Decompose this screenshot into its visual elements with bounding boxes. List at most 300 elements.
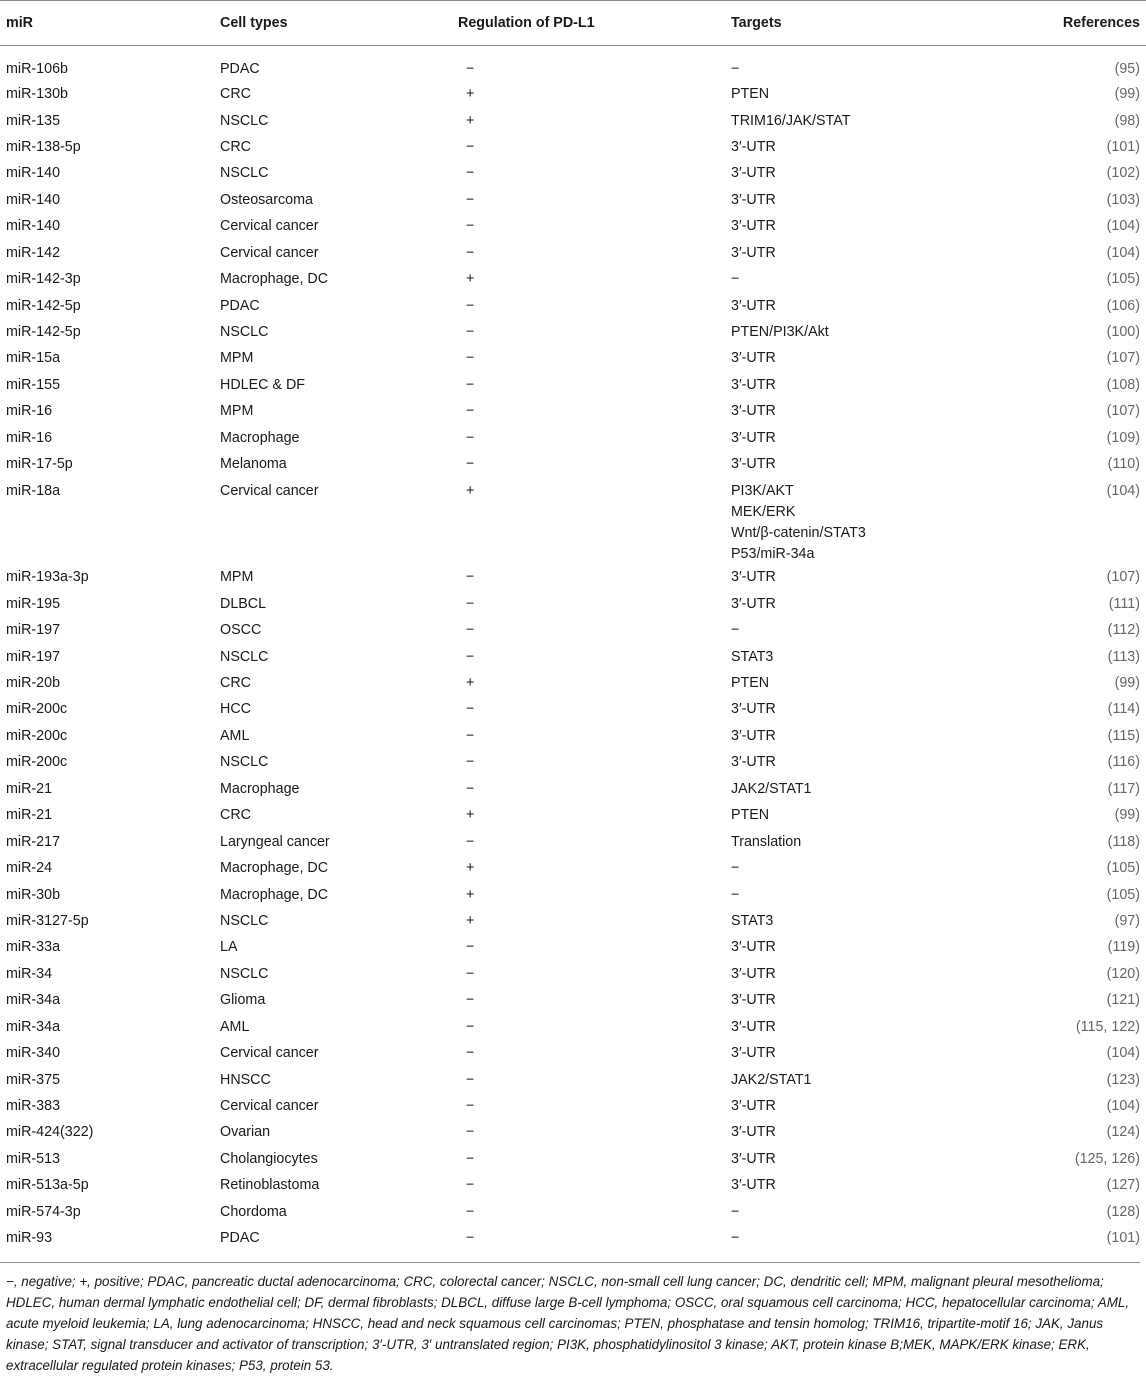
target-entry: 3′-UTR bbox=[731, 1098, 776, 1114]
header-cell-types: Cell types bbox=[220, 1, 458, 46]
cell-reference: (107) bbox=[1106, 569, 1140, 586]
cell-cell-type: AML bbox=[220, 1018, 250, 1035]
cell-reference: (97) bbox=[1114, 912, 1140, 929]
reference-link[interactable]: 116 bbox=[1112, 754, 1136, 771]
cell-mir: miR-375 bbox=[6, 1071, 61, 1088]
table-row bbox=[0, 267, 1146, 293]
reference-link[interactable]: 107 bbox=[1111, 403, 1136, 420]
cell-cell-type: Cervical cancer bbox=[220, 482, 319, 499]
cell-reference: (98) bbox=[1114, 112, 1140, 129]
cell-regulation: + bbox=[466, 886, 475, 903]
table-row bbox=[0, 591, 1146, 617]
header-references: References bbox=[1026, 1, 1146, 46]
target-entry: 3′-UTR bbox=[731, 218, 776, 235]
table-row bbox=[0, 670, 1146, 696]
cell-regulation: − bbox=[466, 1203, 475, 1220]
cell-targets bbox=[731, 961, 1026, 987]
cell-targets bbox=[731, 1093, 1026, 1119]
reference-link[interactable]: 105 bbox=[1111, 886, 1136, 903]
cell-cell-type: MPM bbox=[220, 569, 254, 586]
table-row bbox=[0, 293, 1146, 319]
reference-link[interactable]: 103 bbox=[1111, 191, 1136, 208]
cell-reference: (104) bbox=[1106, 1045, 1140, 1062]
cell-targets bbox=[731, 319, 1026, 345]
cell-regulation: + bbox=[466, 912, 475, 929]
target-entry: PI3K/AKT bbox=[731, 482, 794, 499]
cell-cell-type: Ovarian bbox=[220, 1124, 271, 1141]
reference-link[interactable]: 104 bbox=[1111, 482, 1136, 499]
cell-mir: miR-135 bbox=[6, 112, 61, 129]
cell-cell-type: Macrophage bbox=[220, 780, 300, 797]
cell-mir: miR-197 bbox=[6, 648, 61, 665]
table-row bbox=[0, 1041, 1146, 1067]
cell-targets bbox=[731, 346, 1026, 372]
cell-regulation: − bbox=[466, 939, 475, 956]
reference-link[interactable]: 102 bbox=[1111, 165, 1136, 182]
reference-link[interactable]: 104 bbox=[1111, 218, 1136, 235]
cell-mir: miR-106b bbox=[6, 61, 68, 77]
cell-cell-type: CRC bbox=[220, 138, 251, 155]
cell-reference: (125, 126) bbox=[1074, 1150, 1140, 1167]
cell-mir: miR-93 bbox=[6, 1230, 53, 1247]
table-row bbox=[0, 1199, 1146, 1225]
cell-mir: miR-142-3p bbox=[6, 271, 81, 288]
reference-link[interactable]: 120 bbox=[1111, 965, 1136, 982]
target-entry: 3′-UTR bbox=[731, 701, 776, 718]
cell-mir: miR-16 bbox=[6, 429, 53, 446]
reference-link[interactable]: 119 bbox=[1112, 939, 1136, 956]
target-entry: − bbox=[731, 271, 740, 288]
target-entry: 3′-UTR bbox=[731, 376, 776, 393]
reference-link[interactable]: 118 bbox=[1112, 833, 1136, 850]
target-entry: 3′-UTR bbox=[731, 1124, 776, 1141]
cell-regulation: − bbox=[466, 324, 475, 341]
cell-targets bbox=[731, 240, 1026, 266]
cell-regulation: − bbox=[466, 1045, 475, 1062]
cell-regulation: − bbox=[466, 648, 475, 665]
cell-regulation: + bbox=[466, 675, 475, 691]
cell-regulation: − bbox=[466, 992, 475, 1009]
reference-link[interactable]: 106 bbox=[1111, 297, 1136, 314]
reference-link[interactable]: 99 bbox=[1119, 807, 1136, 824]
cell-reference: (101) bbox=[1106, 138, 1140, 155]
table-row bbox=[0, 1226, 1146, 1256]
table-row bbox=[0, 161, 1146, 187]
cell-mir: miR-30b bbox=[6, 886, 61, 903]
cell-cell-type: NSCLC bbox=[220, 165, 269, 182]
cell-cell-type: Cervical cancer bbox=[220, 218, 319, 235]
cell-reference: (112) bbox=[1107, 622, 1140, 639]
cell-targets bbox=[731, 829, 1026, 855]
cell-regulation: − bbox=[466, 376, 475, 393]
cell-regulation: − bbox=[466, 1177, 475, 1194]
cell-reference: (100) bbox=[1106, 324, 1140, 341]
target-entry: 3′-UTR bbox=[731, 297, 776, 314]
cell-targets bbox=[731, 935, 1026, 961]
reference-link[interactable]: 117 bbox=[1112, 780, 1136, 797]
cell-cell-type: Retinoblastoma bbox=[220, 1177, 320, 1194]
cell-regulation: − bbox=[466, 965, 475, 982]
cell-reference: (101) bbox=[1106, 1230, 1140, 1247]
cell-reference: (115, 122) bbox=[1075, 1018, 1140, 1035]
cell-targets bbox=[731, 452, 1026, 478]
cell-targets bbox=[731, 644, 1026, 670]
reference-link[interactable]: 112 bbox=[1112, 622, 1136, 639]
cell-mir: miR-34 bbox=[6, 965, 53, 982]
table-row bbox=[0, 935, 1146, 961]
target-entry: TRIM16/JAK/STAT bbox=[731, 112, 851, 129]
cell-targets bbox=[731, 214, 1026, 240]
target-entry: − bbox=[731, 886, 740, 903]
cell-targets bbox=[731, 161, 1026, 187]
cell-regulation: − bbox=[466, 727, 475, 744]
cell-cell-type: Macrophage, DC bbox=[220, 886, 329, 903]
target-entry: 3′-UTR bbox=[731, 350, 776, 367]
table-row bbox=[0, 803, 1146, 829]
cell-reference: (116) bbox=[1107, 754, 1140, 771]
cell-reference: (105) bbox=[1106, 271, 1140, 288]
table-body bbox=[0, 46, 1146, 1256]
cell-targets bbox=[731, 882, 1026, 908]
cell-mir: miR-197 bbox=[6, 622, 61, 639]
header-row bbox=[0, 1, 1146, 46]
target-entry: PTEN bbox=[731, 675, 770, 691]
cell-regulation: − bbox=[466, 1098, 475, 1114]
cell-reference: (117) bbox=[1107, 780, 1140, 797]
target-entry: STAT3 bbox=[731, 912, 774, 929]
cell-regulation: − bbox=[466, 191, 475, 208]
reference-link[interactable]: 128 bbox=[1111, 1203, 1136, 1220]
cell-cell-type: CRC bbox=[220, 86, 251, 103]
cell-mir: miR-200c bbox=[6, 754, 68, 771]
cell-regulation: − bbox=[466, 622, 475, 639]
table-row bbox=[0, 697, 1146, 723]
cell-cell-type: Glioma bbox=[220, 992, 266, 1009]
cell-targets bbox=[731, 1173, 1026, 1199]
cell-mir: miR-130b bbox=[6, 86, 68, 103]
cell-reference: (118) bbox=[1107, 833, 1140, 850]
cell-targets bbox=[731, 425, 1026, 451]
cell-reference: (99) bbox=[1114, 675, 1140, 691]
cell-mir: miR-195 bbox=[6, 595, 61, 612]
reference-link[interactable]: 121 bbox=[1111, 992, 1136, 1009]
table-row bbox=[0, 776, 1146, 802]
reference-link[interactable]: 109 bbox=[1111, 429, 1136, 446]
target-entry: Translation bbox=[731, 833, 802, 850]
cell-regulation: − bbox=[466, 1150, 475, 1167]
cell-reference: (107) bbox=[1106, 350, 1140, 367]
cell-regulation: − bbox=[466, 297, 475, 314]
cell-cell-type: PDAC bbox=[220, 1230, 260, 1247]
cell-reference: (127) bbox=[1106, 1177, 1140, 1194]
table-row bbox=[0, 644, 1146, 670]
table-row bbox=[0, 565, 1146, 591]
target-entry: 3′-UTR bbox=[731, 569, 776, 586]
cell-reference: (104) bbox=[1106, 244, 1140, 261]
reference-link[interactable]: 100 bbox=[1111, 324, 1136, 341]
cell-mir: miR-140 bbox=[6, 191, 61, 208]
cell-cell-type: HCC bbox=[220, 701, 251, 718]
reference-link[interactable]: 115 bbox=[1112, 727, 1136, 744]
cell-regulation: − bbox=[466, 138, 475, 155]
cell-targets bbox=[731, 1120, 1026, 1146]
reference-link[interactable]: 99 bbox=[1119, 675, 1136, 691]
cell-regulation: − bbox=[466, 701, 475, 718]
cell-mir: miR-155 bbox=[6, 376, 61, 393]
cell-cell-type: Osteosarcoma bbox=[220, 191, 313, 208]
cell-cell-type: MPM bbox=[220, 403, 254, 420]
cell-cell-type: Macrophage, DC bbox=[220, 271, 329, 288]
cell-regulation: − bbox=[466, 165, 475, 182]
cell-targets bbox=[731, 908, 1026, 934]
cell-reference: (106) bbox=[1106, 297, 1140, 314]
table-row bbox=[0, 346, 1146, 372]
cell-regulation: − bbox=[466, 218, 475, 235]
target-entry: JAK2/STAT1 bbox=[731, 780, 812, 797]
cell-targets bbox=[731, 855, 1026, 881]
cell-mir: miR-34a bbox=[6, 992, 61, 1009]
cell-mir: miR-16 bbox=[6, 403, 53, 420]
table-row bbox=[0, 240, 1146, 266]
cell-regulation: + bbox=[466, 860, 475, 877]
target-entry: 3′-UTR bbox=[731, 403, 776, 420]
reference-link[interactable]: 97 bbox=[1119, 912, 1136, 929]
cell-reference: (124) bbox=[1106, 1124, 1140, 1141]
cell-regulation: − bbox=[466, 1124, 475, 1141]
cell-cell-type: NSCLC bbox=[220, 912, 269, 929]
cell-regulation: + bbox=[466, 112, 475, 129]
header-mir: miR bbox=[0, 1, 220, 46]
cell-mir: miR-424(322) bbox=[6, 1124, 94, 1141]
cell-mir: miR-138-5p bbox=[6, 138, 81, 155]
cell-reference: (111) bbox=[1108, 595, 1140, 612]
cell-targets bbox=[731, 618, 1026, 644]
cell-cell-type: NSCLC bbox=[220, 112, 269, 129]
table-row bbox=[0, 882, 1146, 908]
reference-link[interactable]: 113 bbox=[1112, 648, 1136, 665]
cell-targets bbox=[731, 1014, 1026, 1040]
cell-reference: (104) bbox=[1106, 218, 1140, 235]
reference-link[interactable]: 124 bbox=[1111, 1124, 1136, 1141]
cell-cell-type: HNSCC bbox=[220, 1071, 271, 1088]
target-entry: − bbox=[731, 1203, 740, 1220]
cell-mir: miR-33a bbox=[6, 939, 61, 956]
cell-mir: miR-200c bbox=[6, 727, 68, 744]
target-entry: MEK/ERK bbox=[731, 503, 796, 520]
target-entry: 3′-UTR bbox=[731, 939, 776, 956]
cell-mir: miR-200c bbox=[6, 701, 68, 718]
table-row bbox=[0, 214, 1146, 240]
cell-targets bbox=[731, 46, 1026, 82]
cell-targets bbox=[731, 723, 1026, 749]
table-row bbox=[0, 425, 1146, 451]
cell-reference: (99) bbox=[1114, 86, 1140, 103]
cell-cell-type: NSCLC bbox=[220, 965, 269, 982]
table-row bbox=[0, 961, 1146, 987]
cell-cell-type: Laryngeal cancer bbox=[220, 833, 330, 850]
cell-mir: miR-142-5p bbox=[6, 297, 81, 314]
cell-reference: (110) bbox=[1107, 456, 1140, 473]
table-row bbox=[0, 1067, 1146, 1093]
cell-regulation: − bbox=[466, 754, 475, 771]
cell-cell-type: Macrophage bbox=[220, 429, 300, 446]
table-row bbox=[0, 134, 1146, 160]
header-regulation: Regulation of PD-L1 bbox=[458, 1, 731, 46]
cell-targets bbox=[731, 670, 1026, 696]
cell-targets bbox=[731, 108, 1026, 134]
table-row bbox=[0, 988, 1146, 1014]
cell-reference: (95) bbox=[1114, 61, 1140, 77]
cell-regulation: − bbox=[466, 456, 475, 473]
cell-regulation: + bbox=[466, 271, 475, 288]
cell-cell-type: Cervical cancer bbox=[220, 1098, 319, 1114]
table-row bbox=[0, 82, 1146, 108]
cell-mir: miR-140 bbox=[6, 218, 61, 235]
cell-reference: (128) bbox=[1106, 1203, 1140, 1220]
reference-link[interactable]: 101 bbox=[1111, 1230, 1136, 1247]
reference-link[interactable]: 104 bbox=[1111, 1045, 1136, 1062]
cell-regulation: + bbox=[466, 482, 475, 499]
cell-targets bbox=[731, 1146, 1026, 1172]
cell-targets bbox=[731, 750, 1026, 776]
cell-mir: miR-15a bbox=[6, 350, 61, 367]
table-row bbox=[0, 108, 1146, 134]
cell-reference: (113) bbox=[1107, 648, 1140, 665]
table-row bbox=[0, 1146, 1146, 1172]
target-entry: 3′-UTR bbox=[731, 1045, 776, 1062]
reference-link[interactable]: 125, 126 bbox=[1079, 1150, 1136, 1167]
target-entry: 3′-UTR bbox=[731, 965, 776, 982]
cell-mir: miR-193a-3p bbox=[6, 569, 89, 586]
cell-mir: miR-217 bbox=[6, 833, 61, 850]
cell-cell-type: Cervical cancer bbox=[220, 244, 319, 261]
target-entry: STAT3 bbox=[731, 648, 774, 665]
reference-link[interactable]: 110 bbox=[1112, 456, 1136, 473]
reference-link[interactable]: 101 bbox=[1111, 138, 1136, 155]
cell-targets bbox=[731, 591, 1026, 617]
cell-targets bbox=[731, 372, 1026, 398]
target-entry: 3′-UTR bbox=[731, 992, 776, 1009]
cell-cell-type: PDAC bbox=[220, 61, 260, 77]
table-row bbox=[0, 723, 1146, 749]
table-row bbox=[0, 478, 1146, 565]
cell-targets bbox=[731, 988, 1026, 1014]
target-entry: P53/miR-34a bbox=[731, 545, 815, 562]
cell-cell-type: OSCC bbox=[220, 622, 262, 639]
cell-regulation: − bbox=[466, 1071, 475, 1088]
target-entry: 3′-UTR bbox=[731, 456, 776, 473]
reference-link[interactable]: 115, 122 bbox=[1080, 1018, 1136, 1035]
target-entry: − bbox=[731, 622, 740, 639]
cell-mir: miR-340 bbox=[6, 1045, 61, 1062]
cell-targets bbox=[731, 1199, 1026, 1225]
table-row bbox=[0, 399, 1146, 425]
cell-targets bbox=[731, 478, 1026, 565]
cell-reference: (109) bbox=[1106, 429, 1140, 446]
cell-regulation: − bbox=[466, 1018, 475, 1035]
table-row bbox=[0, 46, 1146, 82]
reference-link[interactable]: 98 bbox=[1119, 112, 1136, 129]
table-row bbox=[0, 187, 1146, 213]
cell-targets bbox=[731, 565, 1026, 591]
table-row bbox=[0, 1120, 1146, 1146]
cell-cell-type: Melanoma bbox=[220, 456, 287, 473]
cell-targets bbox=[731, 293, 1026, 319]
target-entry: 3′-UTR bbox=[731, 1177, 776, 1194]
cell-cell-type: PDAC bbox=[220, 297, 260, 314]
cell-mir: miR-574-3p bbox=[6, 1203, 81, 1220]
cell-mir: miR-24 bbox=[6, 860, 53, 877]
cell-mir: miR-3127-5p bbox=[6, 912, 89, 929]
target-entry: − bbox=[731, 61, 740, 77]
target-entry: JAK2/STAT1 bbox=[731, 1071, 812, 1088]
cell-regulation: − bbox=[466, 61, 475, 77]
cell-targets bbox=[731, 399, 1026, 425]
cell-cell-type: NSCLC bbox=[220, 754, 269, 771]
table-row bbox=[0, 855, 1146, 881]
cell-reference: (105) bbox=[1106, 886, 1140, 903]
reference-link[interactable]: 104 bbox=[1111, 1098, 1136, 1114]
reference-link[interactable]: 108 bbox=[1111, 376, 1136, 393]
table-row bbox=[0, 829, 1146, 855]
target-entry: 3′-UTR bbox=[731, 1150, 776, 1167]
reference-link[interactable]: 111 bbox=[1113, 595, 1136, 612]
reference-link[interactable]: 105 bbox=[1111, 860, 1136, 877]
cell-regulation: − bbox=[466, 780, 475, 797]
table-row bbox=[0, 1093, 1146, 1119]
target-entry: PTEN bbox=[731, 807, 770, 824]
cell-targets bbox=[731, 1226, 1026, 1256]
target-entry: 3′-UTR bbox=[731, 1018, 776, 1035]
reference-link[interactable]: 105 bbox=[1111, 271, 1136, 288]
reference-link[interactable]: 99 bbox=[1119, 86, 1136, 103]
reference-link[interactable]: 127 bbox=[1111, 1177, 1136, 1194]
cell-reference: (119) bbox=[1107, 939, 1140, 956]
reference-link[interactable]: 104 bbox=[1111, 244, 1136, 261]
cell-cell-type: Cholangiocytes bbox=[220, 1150, 318, 1167]
cell-reference: (121) bbox=[1106, 992, 1140, 1009]
reference-link[interactable]: 95 bbox=[1119, 61, 1136, 77]
cell-reference: (123) bbox=[1106, 1071, 1140, 1088]
cell-cell-type: Macrophage, DC bbox=[220, 860, 329, 877]
target-entry: 3′-UTR bbox=[731, 191, 776, 208]
target-entry: 3′-UTR bbox=[731, 165, 776, 182]
cell-cell-type: NSCLC bbox=[220, 648, 269, 665]
reference-link[interactable]: 107 bbox=[1111, 569, 1136, 586]
cell-targets bbox=[731, 134, 1026, 160]
target-entry: 3′-UTR bbox=[731, 244, 776, 261]
cell-targets bbox=[731, 776, 1026, 802]
cell-cell-type: NSCLC bbox=[220, 324, 269, 341]
cell-reference: (114) bbox=[1107, 701, 1140, 718]
cell-cell-type: CRC bbox=[220, 807, 251, 824]
cell-mir: miR-142-5p bbox=[6, 324, 81, 341]
cell-targets bbox=[731, 1067, 1026, 1093]
cell-reference: (104) bbox=[1106, 482, 1140, 499]
cell-reference: (105) bbox=[1106, 860, 1140, 877]
cell-targets bbox=[731, 267, 1026, 293]
reference-link[interactable]: 123 bbox=[1111, 1071, 1136, 1088]
reference-link[interactable]: 114 bbox=[1112, 701, 1136, 718]
cell-regulation: − bbox=[466, 595, 475, 612]
target-entry: Wnt/β-catenin/STAT3 bbox=[731, 524, 866, 541]
cell-targets bbox=[731, 187, 1026, 213]
cell-regulation: − bbox=[466, 403, 475, 420]
target-entry: PTEN/PI3K/Akt bbox=[731, 324, 829, 341]
reference-link[interactable]: 107 bbox=[1111, 350, 1136, 367]
cell-reference: (108) bbox=[1106, 376, 1140, 393]
cell-cell-type: Cervical cancer bbox=[220, 1045, 319, 1062]
